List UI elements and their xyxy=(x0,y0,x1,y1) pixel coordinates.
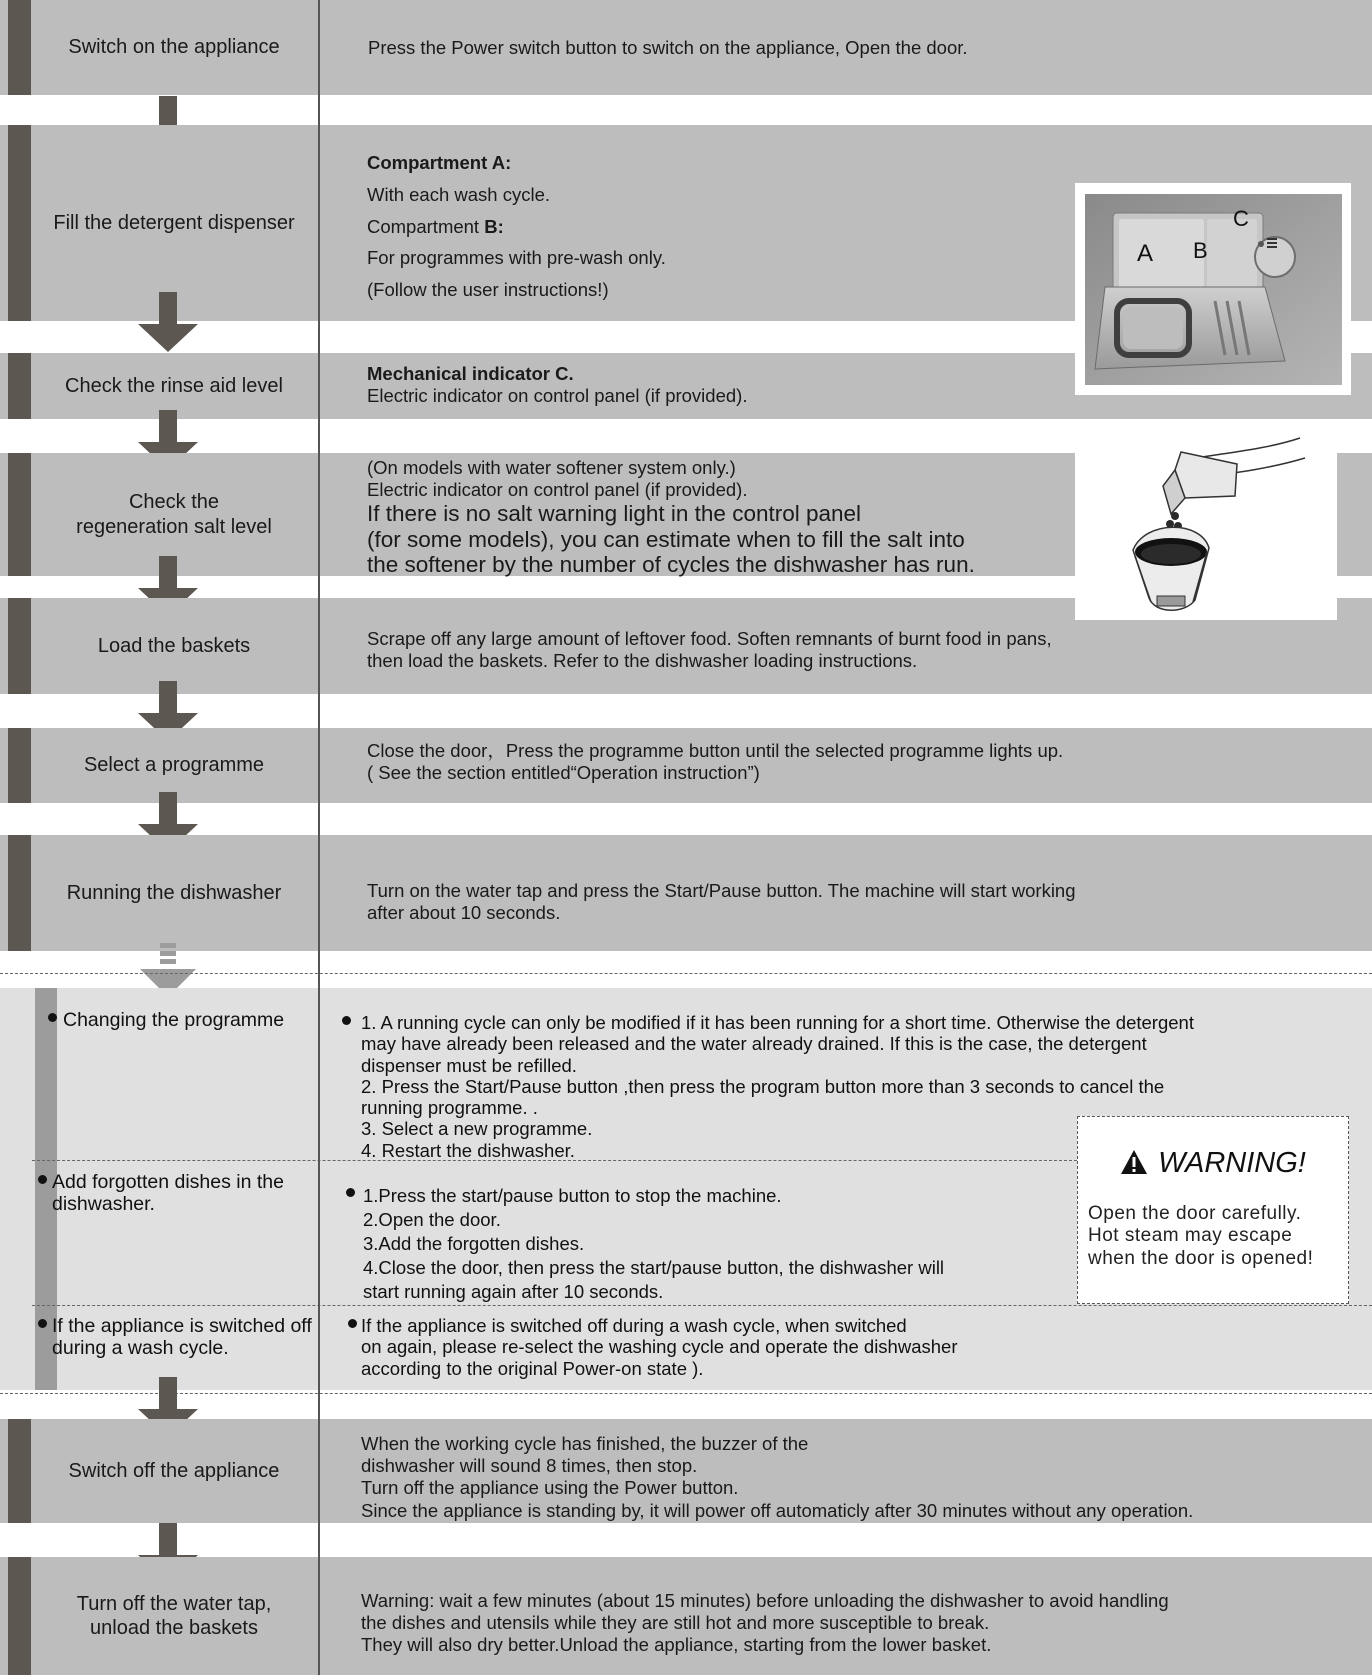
bullet-icon xyxy=(38,1319,47,1328)
bullet-icon xyxy=(342,1016,351,1025)
step-label: Load the baskets xyxy=(97,634,251,657)
warning-box xyxy=(1077,1116,1349,1304)
step-switch-on xyxy=(0,0,1372,95)
switch-off-line-3: Turn off the appliance using the Power button. xyxy=(361,1477,739,1499)
step-label: Check the regeneration salt level xyxy=(76,491,272,538)
step-bar xyxy=(8,728,31,803)
step-description xyxy=(361,1433,1332,1522)
salt-line-4: (for some models), you can estimate when to fill the salt into xyxy=(367,526,965,552)
salt-line-5: the softener by the number of cycles the dishwasher has run. xyxy=(367,552,975,578)
step-description: Press the Power switch button to switch on the appliance, Open the door. xyxy=(368,37,968,58)
indicator-c-letter: C xyxy=(1233,206,1249,231)
option-description: 1.Press the start/pause button to stop the machine. 2.Open the door. 3.Add the forgotten dishes. 4.Close the door, then press the start/pause button, the dishwasher will start running again after 10 seconds. xyxy=(363,1184,1063,1304)
switch-off-line-4: Since the appliance is standing by, it will power off automaticly after 30 minutes without any operation. xyxy=(361,1499,1194,1521)
step-select-programme xyxy=(0,728,1372,803)
detergent-note: (Follow the user instructions!) xyxy=(367,279,609,301)
compartment-a-text: With each wash cycle. xyxy=(367,183,551,205)
compartment-b-prefix: Compartment xyxy=(367,215,485,237)
compartment-b-title: B: xyxy=(484,215,504,237)
step-label: Switch off the appliance xyxy=(68,1459,280,1482)
step-description xyxy=(367,628,1222,672)
step-description xyxy=(361,1590,1332,1657)
step-bar xyxy=(8,1557,31,1675)
unload-line-3: They will also dry better.Unload the appliance, starting from the lower basket. xyxy=(361,1634,992,1656)
detergent-dispenser-image xyxy=(1075,183,1351,395)
switch-off-line-2: dishwasher will sound 8 times, then stop. xyxy=(361,1455,698,1477)
step-label: Select a programme xyxy=(83,754,265,777)
select-line-2: ( See the section entitled“Operation instruction”) xyxy=(367,762,760,784)
column-divider xyxy=(318,0,320,1675)
step-description xyxy=(367,740,1222,784)
compartment-b-letter: B xyxy=(1193,238,1208,263)
load-line-2: then load the baskets. Refer to the dishwasher loading instructions. xyxy=(367,650,918,672)
warning-icon xyxy=(1120,1149,1148,1183)
rinse-indicator-text: Electric indicator on control panel (if provided). xyxy=(367,385,748,407)
salt-line-1: (On models with water softener system only.) xyxy=(367,457,736,478)
down-arrow-icon xyxy=(138,292,198,352)
step-label: Turn off the water tap, unload the baskets xyxy=(76,1592,272,1639)
step-running xyxy=(0,835,1372,951)
option-description: If the appliance is switched off during a wash cycle, when switched on again, please re-select the washing cycle and operate the dishwasher according to the original Power-on state ). xyxy=(361,1315,1361,1379)
salt-filling-image xyxy=(1075,430,1337,620)
bullet-icon xyxy=(38,1175,47,1184)
salt-line-2: Electric indicator on control panel (if provided). xyxy=(367,479,748,501)
unload-line-2: the dishes and utensils while they are still hot and more susceptible to break. xyxy=(361,1612,990,1634)
running-line-1: Turn on the water tap and press the Start/Pause button. The machine will start working xyxy=(367,880,1076,901)
switch-off-line-1: When the working cycle has finished, the buzzer of the xyxy=(361,1433,809,1454)
salt-line-3: If there is no salt warning light in the control panel xyxy=(367,501,862,527)
step-bar xyxy=(8,353,31,419)
warning-text: Open the door carefully. Hot steam may escape when the door is opened! xyxy=(1088,1203,1314,1269)
bullet-icon xyxy=(346,1188,355,1197)
step-bar xyxy=(8,0,31,95)
compartment-b-text: For programmes with pre-wash only. xyxy=(367,247,666,269)
step-unload xyxy=(0,1557,1372,1675)
bullet-icon xyxy=(348,1319,357,1328)
step-description xyxy=(367,880,1222,924)
rinse-indicator-title: Mechanical indicator C. xyxy=(367,363,574,384)
step-bar xyxy=(8,598,31,694)
option-label: Add forgotten dishes in the dishwasher. xyxy=(52,1171,314,1216)
option-description: 1. A running cycle can only be modified if it has been running for a short time. Otherwise the detergent may have already been released and the water already drained. If this is the case, the detergent dispenser must be refilled. 2. Press the Start/Pause button ,then press the program button more than 3 seconds to cancel the running programme. . 3. Select a new programme. 4. Restart the dishwasher. xyxy=(361,1012,1361,1161)
step-bar xyxy=(8,1419,31,1523)
option-divider xyxy=(32,1305,1372,1306)
step-label: Check the rinse aid level xyxy=(65,374,283,397)
options-bottom-divider xyxy=(0,1393,1372,1394)
bullet-icon xyxy=(48,1013,57,1022)
warning-title: WARNING! xyxy=(1078,1147,1348,1183)
select-line-1: Close the door，Press the programme button until the selected programme lights up. xyxy=(367,740,1064,761)
load-line-1: Scrape off any large amount of leftover food. Soften remnants of burnt food in pans, xyxy=(367,628,1052,649)
unload-line-1: Warning: wait a few minutes (about 15 minutes) before unloading the dishwasher to avoid handling xyxy=(361,1590,1169,1611)
step-label: Switch on the appliance xyxy=(68,36,280,59)
option-label: If the appliance is switched off during a wash cycle. xyxy=(52,1315,314,1360)
step-label: Fill the detergent dispenser xyxy=(53,211,295,234)
compartment-a-letter: A xyxy=(1137,240,1154,267)
step-bar xyxy=(8,453,31,576)
step-bar xyxy=(8,835,31,951)
step-switch-off xyxy=(0,1419,1372,1523)
option-label: Changing the programme xyxy=(48,1009,310,1031)
step-label: Running the dishwasher xyxy=(66,881,282,904)
options-top-divider xyxy=(0,973,1372,974)
step-bar xyxy=(8,125,31,321)
running-line-2: after about 10 seconds. xyxy=(367,902,561,924)
compartment-a-title: Compartment A: xyxy=(367,152,512,173)
